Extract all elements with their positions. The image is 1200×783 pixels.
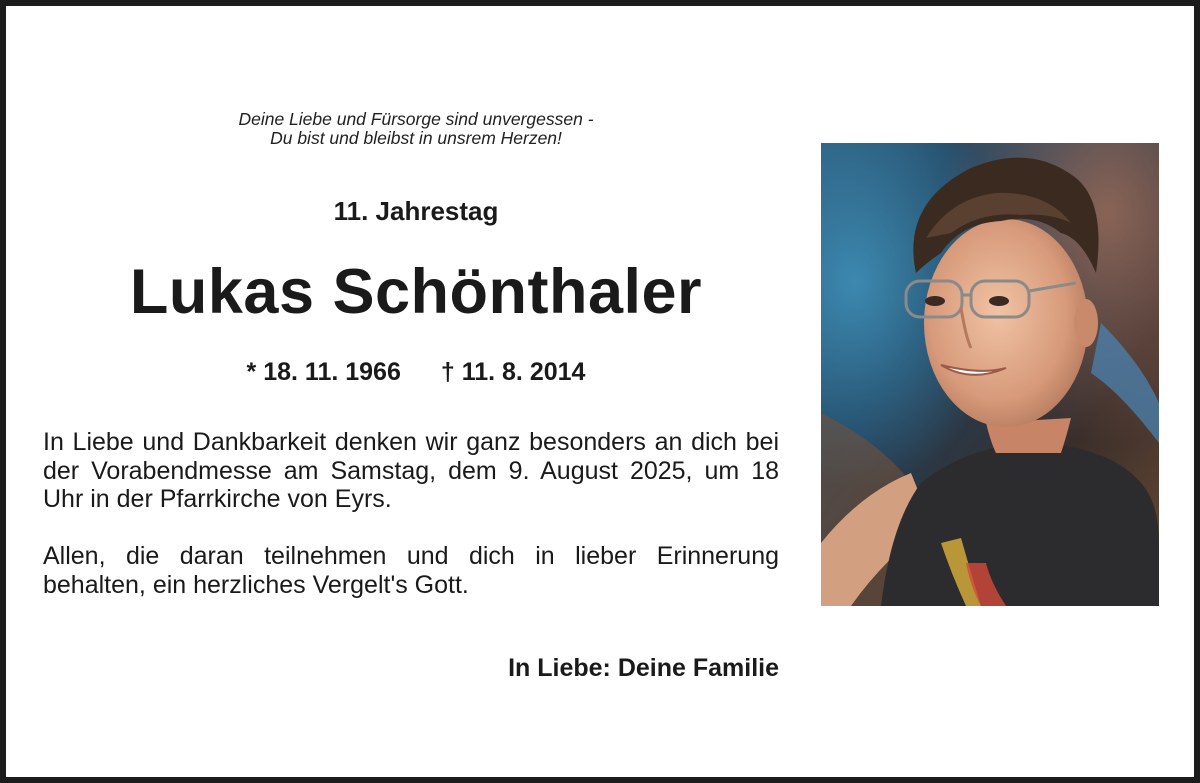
memorial-motto (156, 110, 676, 148)
death-date: † 11. 8. 2014 (440, 358, 586, 386)
anniversary-heading: 11. Jahrestag (333, 196, 499, 226)
deceased-name: Lukas Schönthaler (129, 257, 703, 327)
birth-date: * 18. 11. 1966 (246, 358, 401, 386)
motto-line-2: Du bist und bleibst in unsrem Herzen! (270, 128, 562, 148)
family-signoff: In Liebe: Deine Familie (508, 654, 779, 682)
life-dates (156, 358, 676, 387)
thanks-paragraph: Allen, die daran teilnehmen und dich in lieber Erinnerung behalten, ein herzliches Vergelt's Gott. (43, 542, 779, 599)
mass-announcement-paragraph: In Liebe und Dankbarkeit denken wir ganz besonders an dich bei der Vorabendmesse am Samstag, dem 9. August 2025, um 18 Uhr in der Pfarrkirche von Eyrs. (43, 428, 779, 513)
motto-line-1: Deine Liebe und Fürsorge sind unvergessen - (238, 109, 594, 129)
portrait-photo-illustration (821, 143, 1159, 606)
portrait-photo (821, 143, 1159, 606)
